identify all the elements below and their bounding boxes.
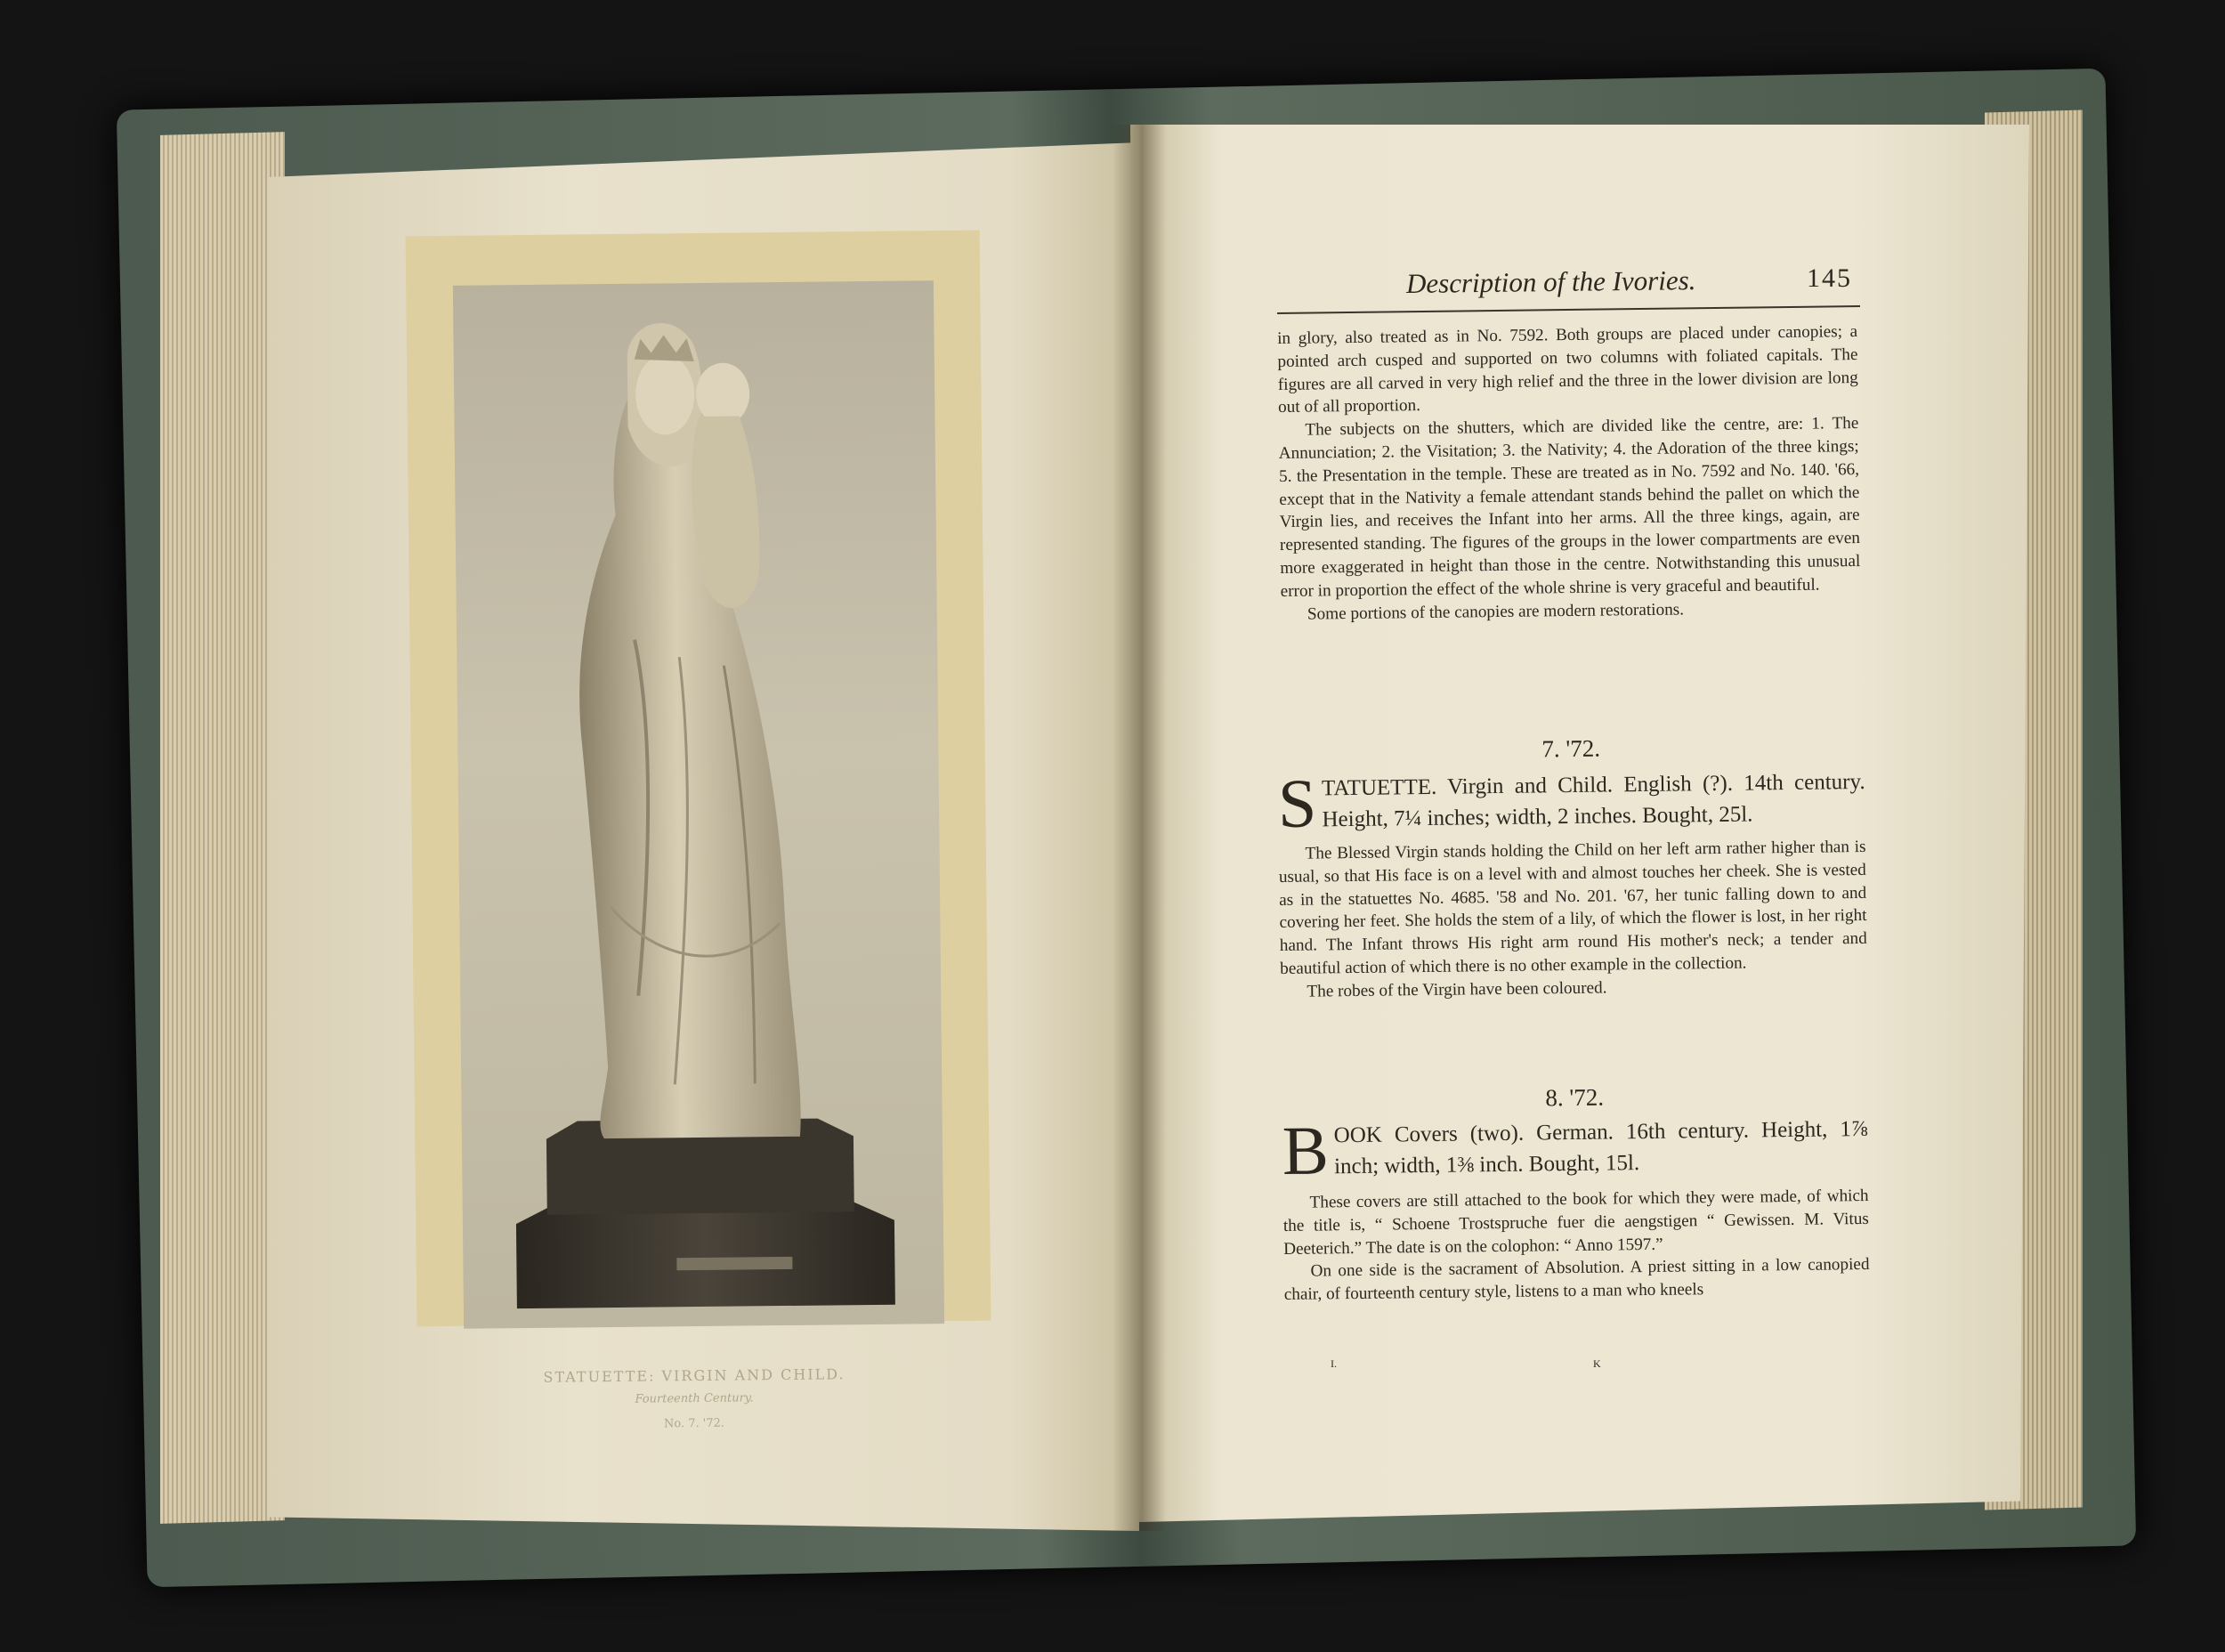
entry-heading-text: OOK Covers (two). German. 16th century. Height, 1⅞ inch; width, 1⅜ inch. Bought, 15l. (1333, 1116, 1868, 1179)
drop-capital: S (1277, 764, 1317, 842)
book-gutter (1112, 125, 1166, 1531)
plate-caption-number: No. 7. '72. (663, 1416, 725, 1431)
entry-paragraph: On one side is the sacrament of Absolution. A priest sitting in a low canopied chair, of fourteenth century style, listens to a man who kneels (1283, 1255, 1870, 1305)
entry-heading (1282, 1111, 1868, 1189)
plate-caption-subtitle: Fourteenth Century. (635, 1391, 754, 1406)
virgin-and-child-statuette-image (453, 280, 944, 1329)
plate-caption-title: STATUETTE: VIRGIN AND CHILD. (543, 1365, 846, 1386)
intro-paragraph: Some portions of the canopies are modern restorations. (1307, 600, 1685, 624)
entry-number: 7. '72. (1541, 734, 1601, 763)
statuette-photograph (453, 280, 944, 1329)
entry-paragraph: The robes of the Virgin have been coloured. (1307, 978, 1607, 1001)
signature-mark-left: I. (1331, 1357, 1337, 1370)
entry-heading (1277, 764, 1865, 842)
page-edges-left (160, 132, 285, 1524)
running-head: Description of the Ivories. (1405, 264, 1696, 300)
intro-paragraph: The subjects on the shutters, which are divided like the centre, are: 1. The Annunciation; 2. the Visitation; 3. the Nativity; 4. the Adoration of the three kings; 5. the Presentation in the temple. These are treated as in No. 7592 and No. 140. '66, except that in the Nativity a female attendant stands behind the pallet on which the Virgin lies, and receives the Infant into her arms. All the three kings, again, are represented standing. The figures of the groups in the lower compartments are even more exaggerated in height than those in the centre. Notwithstanding this unusual error in proportion the effect of the whole shrine is very graceful and beautiful. (1278, 414, 1861, 601)
page-number: 145 (1807, 263, 1852, 293)
entry-8-72 (1282, 1081, 1870, 1307)
entry-paragraph: These covers are still attached to the book for which they were made, of which the title is, “ Schoene Trostspruche fuer die aengstigen “ Gewissen. M. Vitus Deeterich.” The date is on the colophon: “ Anno 1597.” (1282, 1186, 1869, 1259)
drop-capital: B (1282, 1111, 1330, 1189)
entry-heading-text: TATUETTE. Virgin and Child. English (?). 14th century. Height, 7¼ inches; width, 2 inches. Bought, 25l. (1321, 769, 1865, 832)
entry-number: 8. '72. (1545, 1083, 1605, 1112)
intro-text-block (1277, 320, 1861, 626)
entry-7-72 (1277, 732, 1868, 1004)
signature-mark-right: K (1593, 1357, 1601, 1370)
intro-paragraph: in glory, also treated as in No. 7592. Both groups are placed under canopies; a pointed arch cusped and supported on two columns with foliated capitals. The figures are all carved in very high relief and the three in the lower division are long out of all proportion. (1277, 322, 1858, 417)
entry-paragraph: The Blessed Virgin stands holding the Child on her left arm rather higher than is usual, so that His face is on a level with and almost touches her cheek. She is vested as in the statuettes No. 4685. '58 and No. 201. '67, her tunic falling down to and covering her feet. She holds the stem of a lily, of which the flower is lost, in her right hand. The Infant throws His right arm round His mother's neck; a tender and beautiful action of which there is no other example in the collection. (1278, 837, 1867, 978)
